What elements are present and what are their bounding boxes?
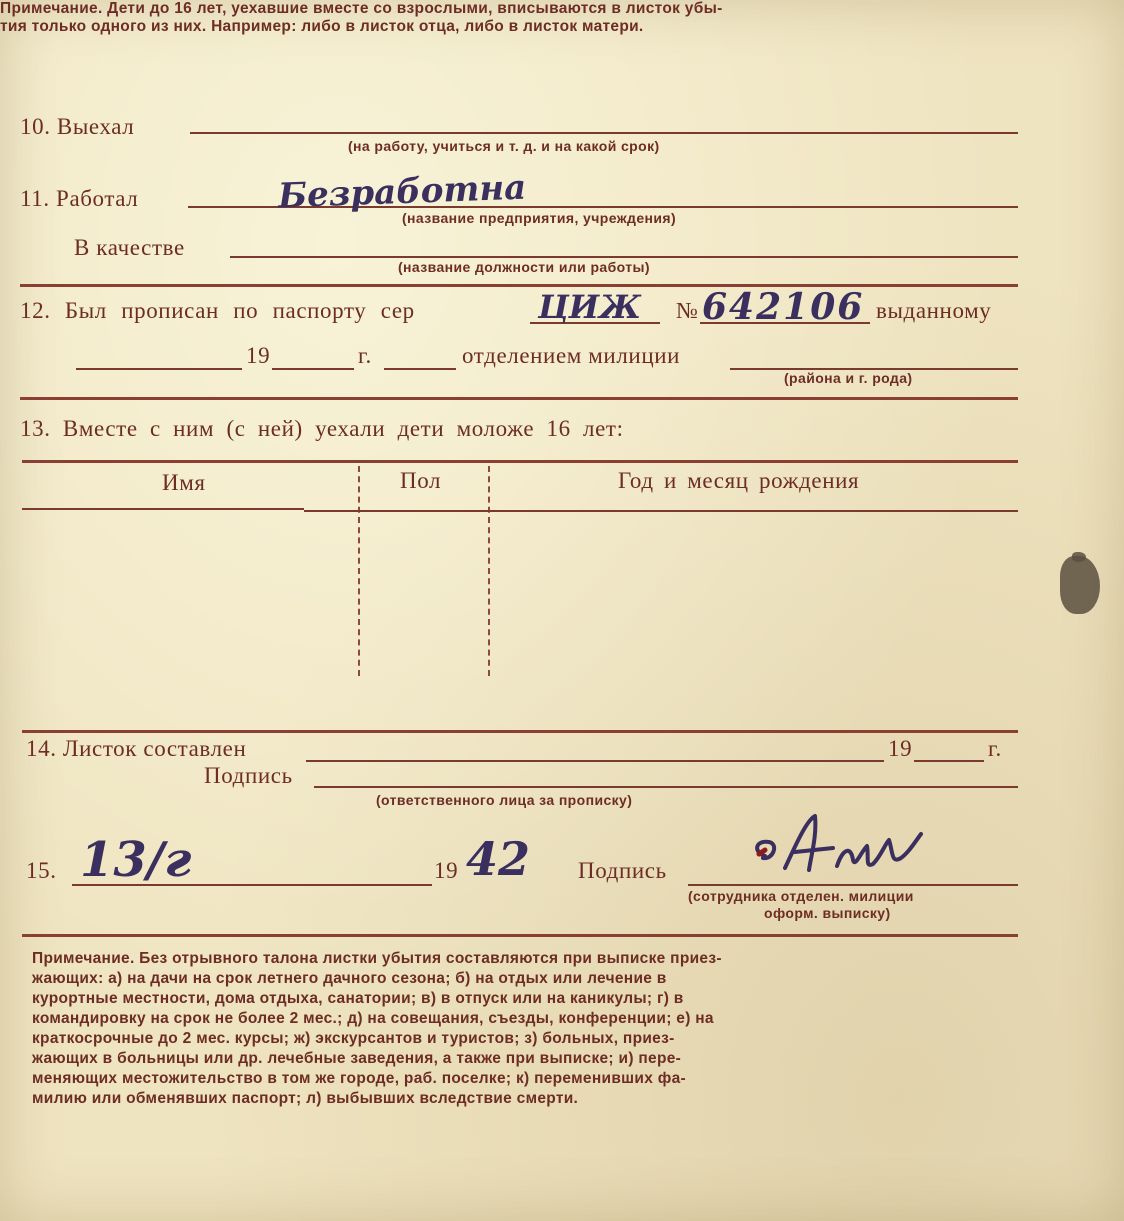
separator-2 [20, 397, 1018, 400]
footer-note-line: Примечание. Без отрывного талона листки убытия составляются при выписке приез- [32, 950, 722, 967]
field-15-sign-hint-2: оформ. выписку) [764, 905, 891, 921]
paper-stain [1060, 556, 1100, 614]
passport-number: 642106 [702, 286, 865, 328]
field-11-label: 11. Работал [20, 186, 139, 211]
police-office-label: отделением милиции [462, 343, 681, 368]
role-hint: (название должности или работы) [398, 259, 650, 275]
field-14-label: 14. Листок составлен [26, 736, 247, 761]
separator-1 [20, 284, 1018, 287]
footer-note-line: милию или обменявших паспорт; л) выбывших вследствие смерти. [32, 1090, 579, 1107]
field-15-day: 13/г [80, 832, 192, 888]
field-14-year-suffix: г. [988, 736, 1002, 761]
passport-number-prefix: № [676, 298, 699, 323]
field-10-line [190, 132, 1018, 134]
footer-note-line: меняющих местожительство в том же городе, раб. поселке; к) переменивших фа- [32, 1070, 686, 1087]
issued-year-suffix: г. [358, 343, 372, 368]
children-header-line-1 [22, 508, 304, 510]
children-table-top [22, 460, 1018, 463]
field-10-label: 10. Выехал [20, 114, 135, 139]
role-line [230, 256, 1018, 258]
footer-note-line: краткосрочные до 2 мес. курсы; ж) экскурсантов и туристов; з) больных, приез- [32, 1030, 675, 1047]
children-note-line-2: тия только одного из них. Например: либо в листок отца, либо в листок матери. [0, 18, 644, 35]
field-15-sign-label: Подпись [578, 858, 667, 883]
children-col-divider-1 [358, 466, 360, 676]
children-col-name: Имя [162, 470, 206, 495]
paper-stain [1072, 552, 1086, 562]
children-col-divider-2 [488, 466, 490, 676]
field-11-hint: (название предприятия, учреждения) [402, 210, 677, 226]
field-15-year-prefix: 19 [434, 858, 459, 883]
children-col-sex: Пол [400, 468, 442, 493]
footer-note-line: жающих в больницы или др. лечебные заведения, а также при выписке; и) пере- [32, 1050, 682, 1067]
passport-series: ЦИЖ [538, 288, 642, 326]
children-header-line-2 [304, 510, 1018, 512]
field-10-hint: (на работу, учиться и т. д. и на какой срок) [348, 138, 660, 154]
role-label: В качестве [74, 235, 185, 260]
issued-date-line [76, 368, 242, 370]
field-15-label: 15. [26, 858, 57, 883]
issued-month-line [384, 368, 456, 370]
issued-year-prefix: 19 [246, 343, 271, 368]
field-14-sign-hint: (ответственного лица за прописку) [376, 792, 633, 808]
field-12-label: 12. Был прописан по паспорту сер [20, 298, 415, 323]
footer-note-line: командировку на срок не более 2 мес.; д) на совещания, съезды, конференции; е) на [32, 1010, 714, 1027]
footer-note-line: жающих: а) на дачи на срок летнего дачного сезона; б) на отдых или лечение в [32, 970, 667, 987]
field-14-sign-line [314, 786, 1018, 788]
field-14-year-prefix: 19 [888, 736, 913, 761]
field-13-label: 13. Вместе с ним (с ней) уехали дети моложе 16 лет: [20, 416, 624, 441]
separator-3 [22, 730, 1018, 733]
field-15-year: 42 [466, 832, 531, 886]
children-col-birth: Год и месяц рождения [618, 468, 860, 493]
field-14-year-line [914, 760, 984, 762]
field-14-sign-label: Подпись [204, 763, 293, 788]
footer-note-line: курортные местности, дома отдыха, санатории; в) в отпуск или на каникулы; г) в [32, 990, 684, 1007]
field-15-sign-hint-1: (сотрудника отделен. милиции [688, 888, 914, 904]
police-office-hint: (района и г. рода) [784, 370, 913, 386]
issued-label: выданному [876, 298, 992, 323]
field-14-line [306, 760, 884, 762]
children-note-line-1: Примечание. Дети до 16 лет, уехавшие вместе со взрослыми, вписываются в листок убы- [0, 0, 723, 17]
issued-year-line [272, 368, 354, 370]
field-11-value: Безработна [277, 167, 527, 217]
separator-4 [22, 934, 1018, 937]
officer-signature [745, 812, 945, 892]
